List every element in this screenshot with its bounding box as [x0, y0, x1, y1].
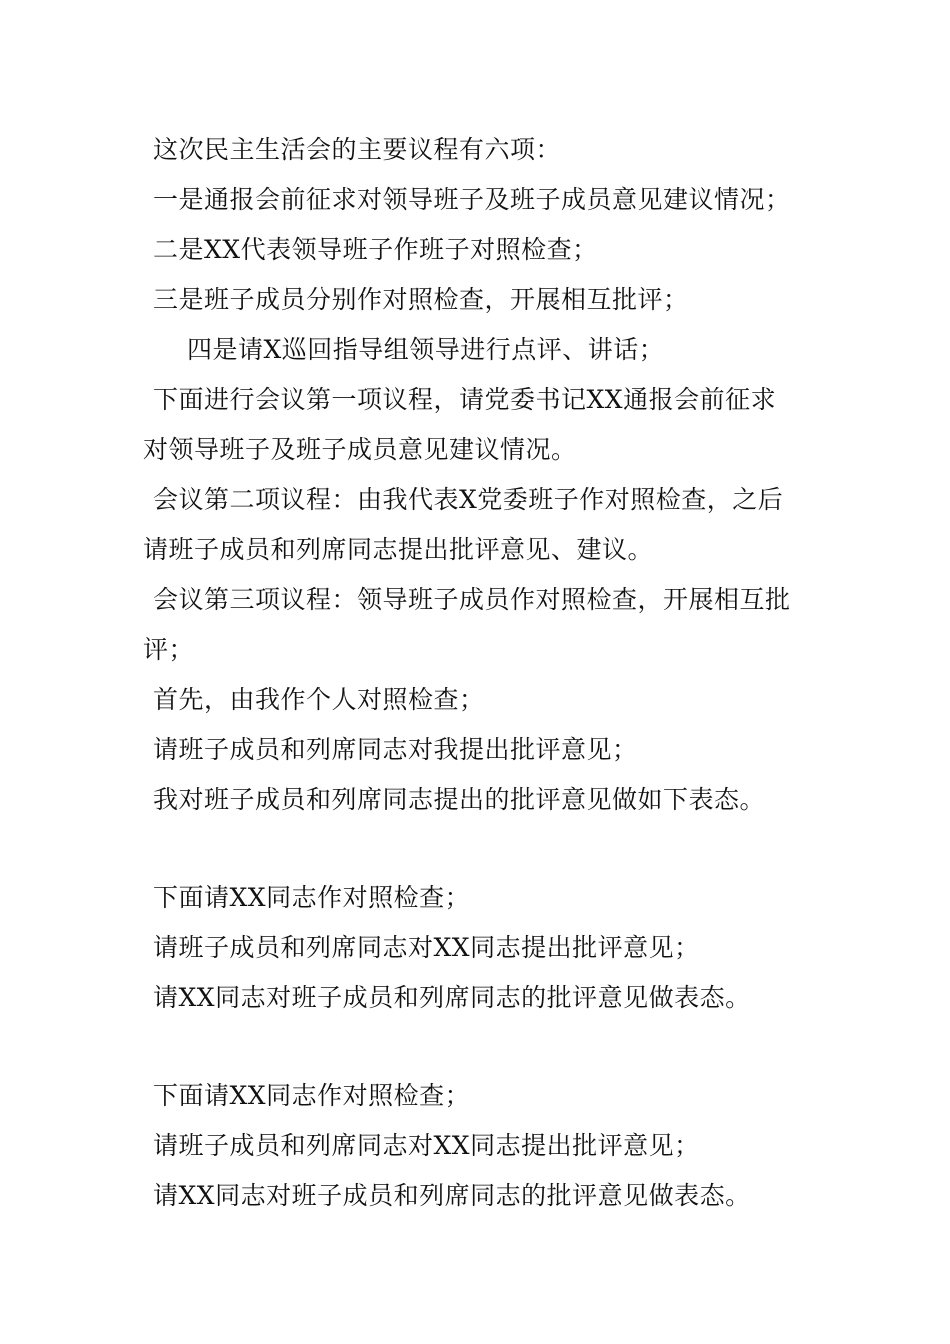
- agenda-item-2: 二是XX代表领导班子作班子对照检查；: [153, 235, 598, 264]
- member-a-criticism-line: 请班子成员和列席同志对XX同志提出批评意见；: [153, 933, 700, 962]
- member-b-criticism-line: 请班子成员和列席同志对XX同志提出批评意见；: [153, 1131, 700, 1160]
- item-two-line-2: 请班子成员和列席同志提出批评意见、建议。: [143, 535, 654, 564]
- item-one-line-1: 下面进行会议第一项议程，请党委书记XX通报会前征求: [153, 385, 777, 414]
- item-one-line-2: 对领导班子及班子成员意见建议情况。: [143, 435, 577, 464]
- member-a-review-line: 下面请XX同志作对照检查；: [153, 883, 471, 912]
- item-three-line-2: 评；: [143, 635, 195, 664]
- agenda-item-1: 一是通报会前征求对领导班子及班子成员意见建议情况；: [153, 185, 791, 214]
- response-line: 我对班子成员和列席同志提出的批评意见做如下表态。: [153, 785, 766, 814]
- agenda-intro: 这次民主生活会的主要议程有六项：: [153, 135, 562, 164]
- member-b-response-line: 请XX同志对班子成员和列席同志的批评意见做表态。: [153, 1181, 751, 1210]
- agenda-item-4: 四是请X巡回指导组领导进行点评、讲话；: [187, 335, 665, 364]
- self-review-line: 首先，由我作个人对照检查；: [153, 685, 485, 714]
- agenda-item-3: 三是班子成员分别作对照检查，开展相互批评；: [153, 285, 689, 314]
- request-criticism-line: 请班子成员和列席同志对我提出批评意见；: [153, 735, 638, 764]
- member-b-review-line: 下面请XX同志作对照检查；: [153, 1081, 471, 1110]
- item-three-line-1: 会议第三项议程：领导班子成员作对照检查，开展相互批: [153, 585, 791, 614]
- item-two-line-1: 会议第二项议程：由我代表X党委班子作对照检查，之后: [153, 485, 784, 514]
- member-a-response-line: 请XX同志对班子成员和列席同志的批评意见做表态。: [153, 983, 751, 1012]
